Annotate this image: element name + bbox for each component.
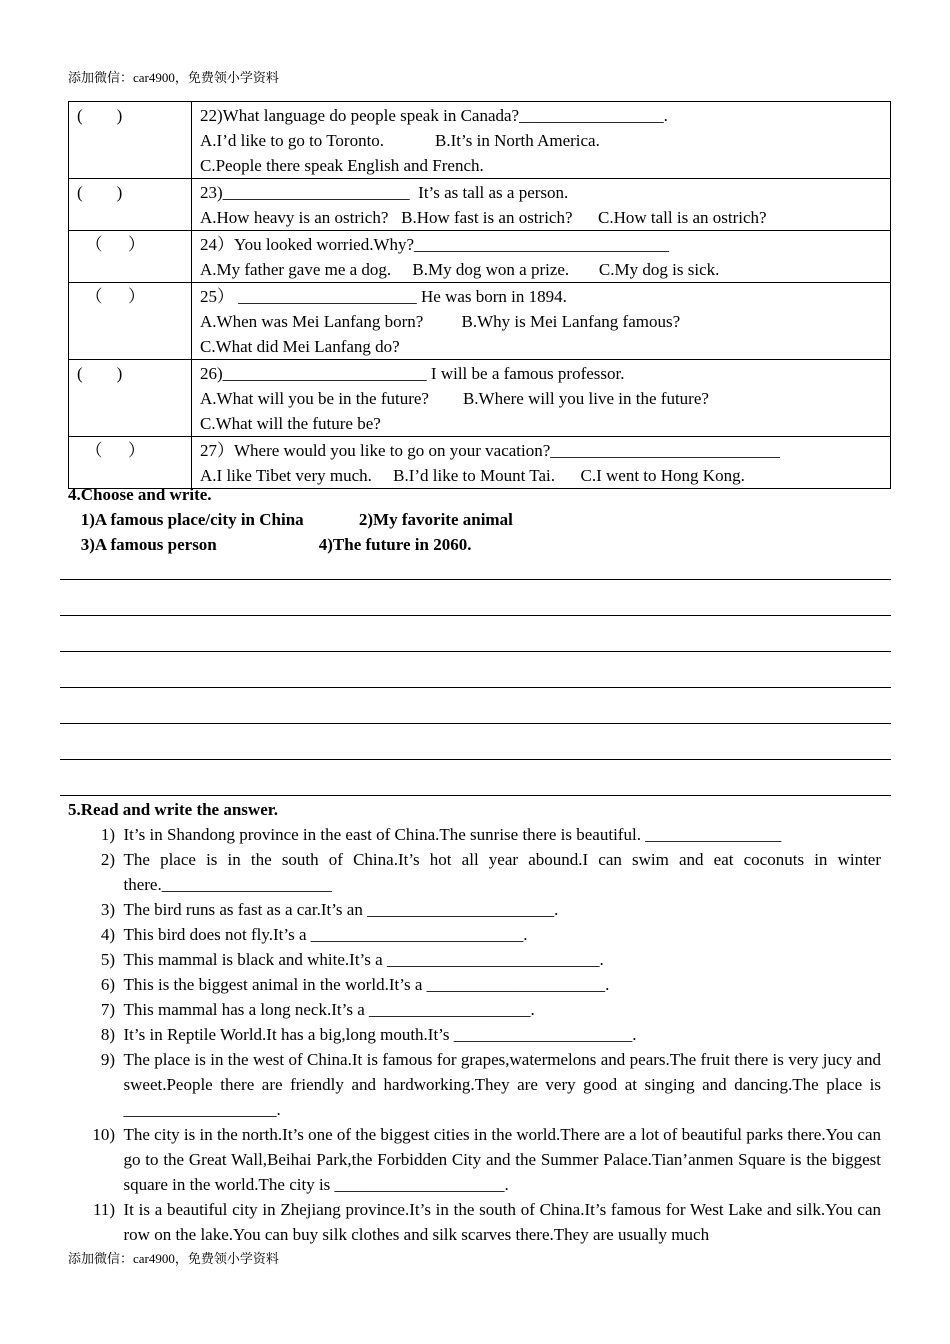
option-line: A.When was Mei Lanfang born? B.Why is Mei Lanfang famous? (200, 312, 681, 331)
question-body (192, 283, 891, 360)
question-table (68, 101, 891, 489)
header-watermark: 添加微信：car4900，免费领小学资料 (68, 70, 279, 85)
section-5-title: 5.Read and write the answer. (68, 800, 278, 819)
question-line: 24）You looked worried.Why?______________________________ (200, 235, 670, 254)
writing-line[interactable] (60, 579, 891, 580)
answer-bracket[interactable]: （ ） (69, 437, 192, 489)
question-line: 26)________________________ I will be a famous professor. (200, 364, 625, 383)
list-item: 6) This is the biggest animal in the world.It’s a _____________________. (100, 975, 610, 994)
answer-bracket[interactable]: ( ) (69, 179, 192, 231)
list-item: 9) The place is in the west of China.It is famous for grapes,watermelons and pears.The fruit there is very jucy and sweet.People there are friendly and hardworking.They are very good at singing and dancing.The place is __________________. (100, 1050, 881, 1119)
question-body (192, 231, 891, 283)
question-body (192, 437, 891, 489)
question-row (69, 102, 891, 179)
option-line: A.How heavy is an ostrich? B.How fast is an ostrich? C.How tall is an ostrich? (200, 208, 767, 227)
answer-bracket[interactable]: （ ） (69, 231, 192, 283)
question-line: 23)______________________ It’s as tall as a person. (200, 183, 569, 202)
section-5 (68, 797, 881, 1247)
option-line: C.What did Mei Lanfang do? (200, 337, 400, 356)
list-item: 8) It’s in Reptile World.It has a big,long mouth.It’s _____________________. (100, 1025, 637, 1044)
writing-line[interactable] (60, 795, 891, 796)
answer-bracket[interactable]: （ ） (69, 283, 192, 360)
option-line: C.People there speak English and French. (200, 156, 484, 175)
question-line: 22)What language do people speak in Canada?_________________. (200, 106, 668, 125)
list-item: 3) The bird runs as fast as a car.It’s an ______________________. (100, 900, 559, 919)
answer-bracket[interactable]: ( ) (69, 102, 192, 179)
question-row (69, 179, 891, 231)
topic-row-1: 1)A famous place/city in China 2)My favorite animal (68, 510, 513, 529)
question-line: 25） _____________________ He was born in 1894. (200, 287, 567, 306)
answer-bracket[interactable]: ( ) (69, 360, 192, 437)
question-row (69, 437, 891, 489)
writing-line[interactable] (60, 759, 891, 760)
writing-line[interactable] (60, 723, 891, 724)
option-line: A.I like Tibet very much. B.I’d like to Mount Tai. C.I went to Hong Kong. (200, 466, 745, 485)
question-row (69, 283, 891, 360)
list-item: 10) The city is in the north.It’s one of the biggest cities in the world.There are a lot of beautiful parks there.You can go to the Great Wall,Beihai Park,the Forbidden City and the Summer Palace.Tian’anmen Square is the biggest square in the world.The city is ____________________. (92, 1125, 881, 1194)
option-line: C.What will the future be? (200, 414, 381, 433)
list-item: 7) This mammal has a long neck.It’s a ___________________. (100, 1000, 535, 1019)
section-4-title: 4.Choose and write. (68, 485, 212, 504)
question-body (192, 179, 891, 231)
option-line: A.My father gave me a dog. B.My dog won a prize. C.My dog is sick. (200, 260, 720, 279)
footer-watermark: 添加微信：car4900，免费领小学资料 (68, 1251, 279, 1266)
list-item: 2) The place is in the south of China.It’s hot all year abound.I can swim and eat coconuts in winter there.____________________ (100, 850, 881, 894)
section-4 (68, 482, 513, 557)
writing-line[interactable] (60, 615, 891, 616)
writing-line[interactable] (60, 651, 891, 652)
topic-row-2: 3)A famous person 4)The future in 2060. (68, 535, 472, 554)
list-item: 11) It is a beautiful city in Zhejiang province.It’s in the south of China.It’s famous for West Lake and silk.You can row on the lake.You can buy silk clothes and silk scarves there.They are usually much (92, 1200, 881, 1244)
option-line: A.I’d like to go to Toronto. B.It’s in North America. (200, 131, 600, 150)
question-row (69, 360, 891, 437)
list-item: 1) It’s in Shandong province in the east of China.The sunrise there is beautiful. ________________ (100, 825, 782, 844)
question-line: 27）Where would you like to go on your vacation?___________________________ (200, 441, 780, 460)
question-body (192, 102, 891, 179)
writing-line[interactable] (60, 687, 891, 688)
question-body (192, 360, 891, 437)
list-item: 4) This bird does not fly.It’s a _________________________. (100, 925, 528, 944)
question-row (69, 231, 891, 283)
list-item: 5) This mammal is black and white.It’s a _________________________. (100, 950, 604, 969)
option-line: A.What will you be in the future? B.Where will you live in the future? (200, 389, 709, 408)
